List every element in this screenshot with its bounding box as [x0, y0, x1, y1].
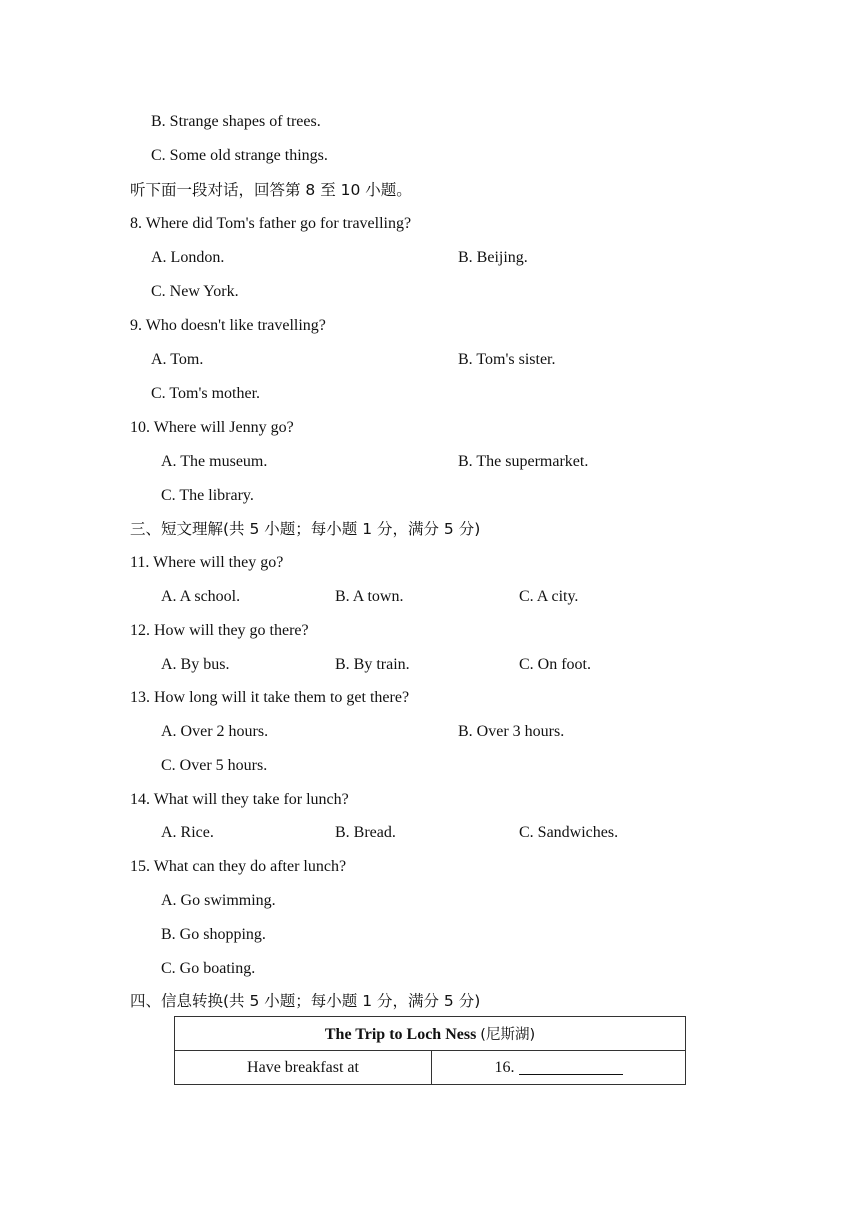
question-14-option-a: A. Rice. — [161, 824, 214, 841]
info-table-label-cell — [175, 1051, 432, 1085]
question-11-option-b: B. A town. — [335, 588, 404, 605]
question-14-option-c: C. Sandwiches. — [519, 824, 619, 841]
info-table-header-row — [175, 1017, 686, 1051]
question-9-option-b: B. Tom's sister. — [458, 351, 556, 368]
question-12-option-a: A. By bus. — [161, 656, 230, 673]
question-10-option-b: B. The supermarket. — [458, 453, 589, 470]
question-12: 12. How will they go there? — [130, 622, 309, 639]
question-15-option-b: B. Go shopping. — [161, 926, 266, 943]
question-15-option-c: C. Go boating. — [161, 960, 256, 977]
question-8-option-a: A. London. — [151, 249, 225, 266]
question-8-option-b: B. Beijing. — [458, 249, 528, 266]
question-12-option-c: C. On foot. — [519, 656, 591, 673]
blank-number: 16. — [494, 1059, 515, 1076]
question-15-option-a: A. Go swimming. — [161, 892, 276, 909]
question-15: 15. What can they do after lunch? — [130, 858, 347, 875]
question-13-option-c: C. Over 5 hours. — [161, 757, 268, 774]
info-table-answer-cell — [432, 1051, 686, 1085]
info-table-title-text: The Trip to Loch Ness — [324, 1026, 477, 1043]
question-8: 8. Where did Tom's father go for travelling? — [130, 215, 412, 232]
answer-blank[interactable] — [519, 1058, 623, 1075]
question-10-option-c: C. The library. — [161, 487, 254, 504]
question-8-option-c: C. New York. — [151, 283, 239, 300]
question-12-option-b: B. By train. — [335, 656, 410, 673]
section-3-heading: 三、短文理解(共 5 小题；每小题 1 分，满分 5 分) — [130, 520, 481, 538]
question-9-option-c: C. Tom's mother. — [151, 385, 261, 402]
question-10: 10. Where will Jenny go? — [130, 419, 294, 436]
question-13-option-b: B. Over 3 hours. — [458, 723, 565, 740]
info-table-title-cn: (尼斯湖) — [480, 1027, 536, 1043]
option-c: C. Some old strange things. — [151, 147, 328, 164]
listening-instruction: 听下面一段对话，回答第 8 至 10 小题。 — [130, 181, 412, 199]
info-table-row-label: Have breakfast at — [247, 1058, 359, 1076]
question-14-option-b: B. Bread. — [335, 824, 396, 841]
question-11: 11. Where will they go? — [130, 554, 284, 571]
info-table-title — [175, 1017, 686, 1051]
question-13-option-a: A. Over 2 hours. — [161, 723, 269, 740]
question-9: 9. Who doesn't like travelling? — [130, 317, 326, 334]
question-14: 14. What will they take for lunch? — [130, 791, 349, 808]
question-11-option-c: C. A city. — [519, 588, 579, 605]
option-b: B. Strange shapes of trees. — [151, 113, 321, 130]
table-row — [175, 1051, 686, 1085]
question-13: 13. How long will it take them to get there? — [130, 689, 410, 706]
question-11-option-a: A. A school. — [161, 588, 241, 605]
question-9-option-a: A. Tom. — [151, 351, 204, 368]
info-table — [174, 1016, 686, 1085]
section-4-heading: 四、信息转换(共 5 小题；每小题 1 分，满分 5 分) — [130, 992, 481, 1010]
question-10-option-a: A. The museum. — [161, 453, 268, 470]
